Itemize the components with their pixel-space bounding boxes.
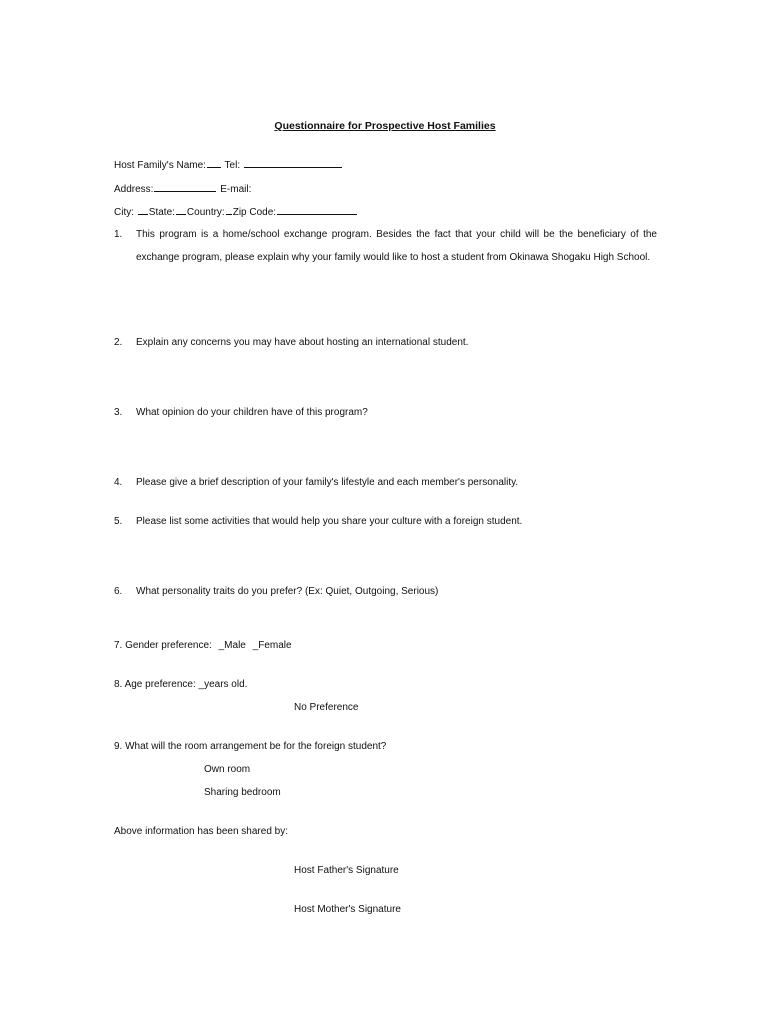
gender-female-option[interactable]: _Female <box>252 640 292 651</box>
country-label: Country: <box>186 207 225 218</box>
age-no-preference-option[interactable]: No Preference <box>294 702 359 713</box>
address-blank[interactable] <box>154 182 216 192</box>
question-3-text: What opinion do your children have of this program? <box>136 407 368 418</box>
host-mother-signature[interactable]: Host Mother's Signature <box>294 904 401 915</box>
host-name-blank[interactable] <box>207 158 221 168</box>
question-1-line-1: This program is a home/school exchange program. Besides the fact that your child will be the beneficiary of the <box>136 229 657 240</box>
gender-preference-line <box>114 640 292 652</box>
address-label: Address: <box>114 184 154 195</box>
question-5-number: 5. <box>114 516 123 527</box>
state-blank[interactable] <box>176 205 186 215</box>
gender-male-option[interactable]: _Male <box>218 640 246 651</box>
room-own-option[interactable]: Own room <box>204 764 251 775</box>
zip-blank[interactable] <box>277 205 357 215</box>
age-preference-label: 8. Age preference: <box>114 679 196 690</box>
country-blank[interactable] <box>226 205 232 215</box>
question-5-text: Please list some activities that would help you share your culture with a foreign student. <box>136 516 523 527</box>
address-line <box>114 182 251 196</box>
city-line <box>114 205 358 219</box>
question-1-line-2: exchange program, please explain why your family would like to host a student from Okinawa Shogaku High School. <box>136 252 651 263</box>
city-blank[interactable] <box>138 205 148 215</box>
question-3-number: 3. <box>114 407 123 418</box>
question-2-text: Explain any concerns you may have about hosting an international student. <box>136 337 469 348</box>
document-title: Questionnaire for Prospective Host Families <box>274 120 496 132</box>
host-name-line <box>114 158 343 172</box>
question-1-number: 1. <box>114 229 123 240</box>
host-father-signature[interactable]: Host Father's Signature <box>294 865 399 876</box>
question-4-number: 4. <box>114 477 123 488</box>
question-2-number: 2. <box>114 337 123 348</box>
question-6-number: 6. <box>114 586 123 597</box>
question-4-text: Please give a brief description of your family's lifestyle and each member's personality. <box>136 477 519 488</box>
question-6-text: What personality traits do you prefer? (Ex: Quiet, Outgoing, Serious) <box>136 586 439 597</box>
shared-by-label: Above information has been shared by: <box>114 826 288 837</box>
email-label: E-mail: <box>220 184 252 195</box>
age-years-value[interactable]: _years old. <box>198 679 248 690</box>
city-label: City: <box>114 207 134 218</box>
room-arrangement-label: 9. What will the room arrangement be for the foreign student? <box>114 741 387 752</box>
age-preference-line <box>114 679 247 691</box>
host-name-label: Host Family's Name: <box>114 160 206 171</box>
gender-preference-label: 7. Gender preference: <box>114 640 212 651</box>
tel-blank[interactable] <box>244 158 342 168</box>
zip-label: Zip Code: <box>232 207 277 218</box>
room-sharing-option[interactable]: Sharing bedroom <box>204 787 281 798</box>
state-label: State: <box>148 207 175 218</box>
tel-label: Tel: <box>224 160 241 171</box>
